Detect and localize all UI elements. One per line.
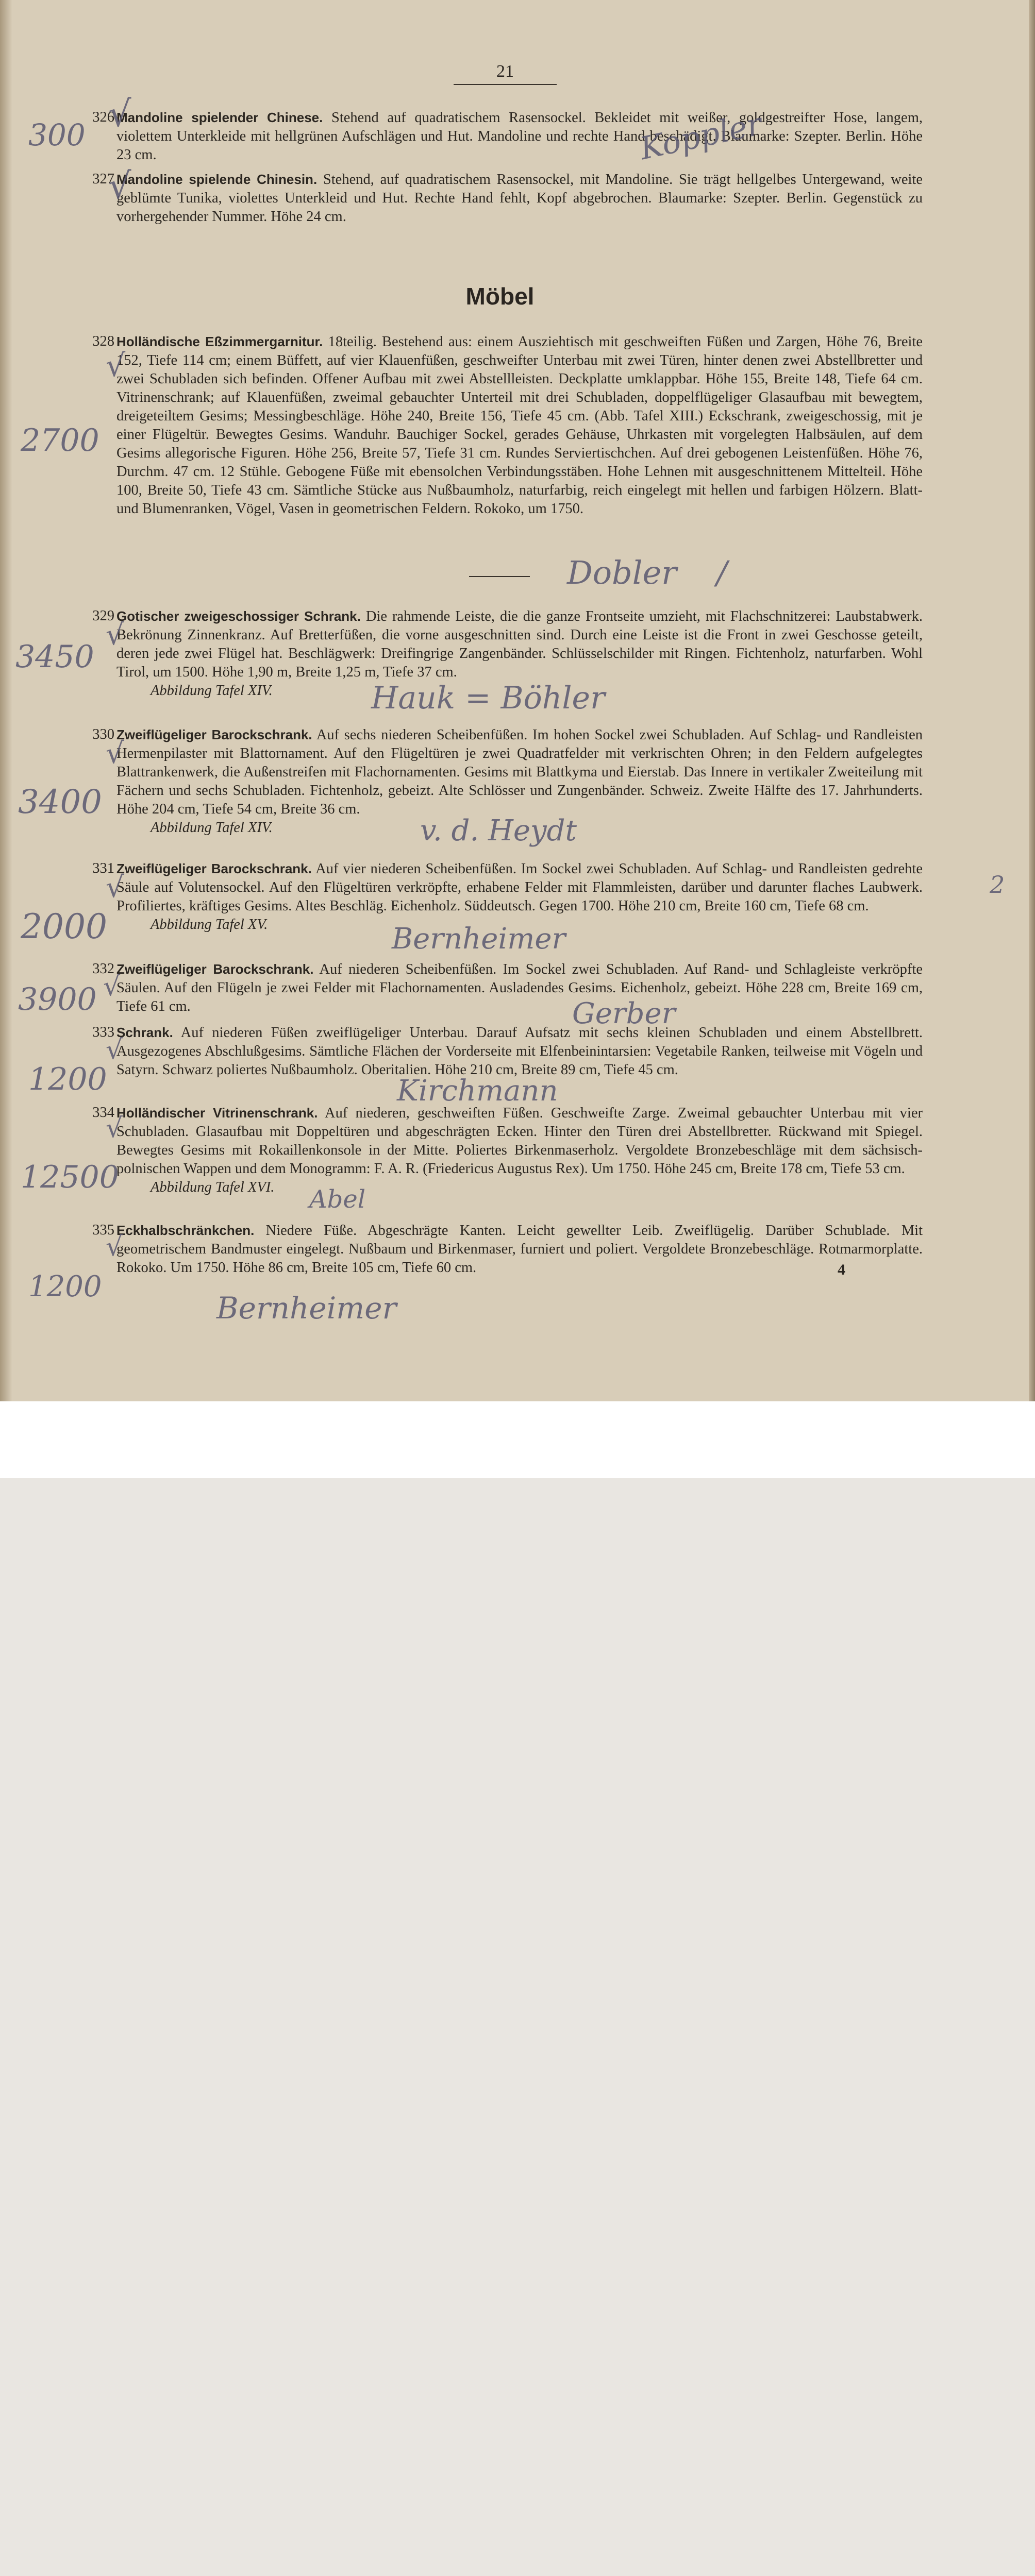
check-mark-icon: √ bbox=[106, 1035, 123, 1065]
section-heading: Möbel bbox=[465, 283, 535, 310]
handwritten-price: 1200 bbox=[28, 1061, 107, 1097]
check-mark-icon: √ bbox=[106, 618, 124, 652]
lot-title: Eckhalbschränkchen. bbox=[116, 1223, 255, 1238]
lot-number: 326 bbox=[92, 109, 114, 125]
lot-description: Auf sechs niederen Scheibenfüßen. Im hohen Sockel zwei Schubladen. Auf Schlag- und Randleisten Hermenpilaster mit Blattornament. Auf den Flügeltüren je zwei Quadratfelder mit verkrischten Ohren; in den Feldern aufgelegtes Blattrankenwerk, die Außenstreifen mit Flachornamenten. Gesims mit Blattkyma und Eierstab. Das Innere in vertikaler Zweiteilung mit Fächern und sechs Schubladen. Fichtenholz, gebeizt. Alte Schlösser und Zungenbänder. Schweiz. Zweite Hälfte des 17. Jahrhunderts. Höhe 204 cm, Tiefe 54 cm, Breite 36 cm. bbox=[116, 727, 923, 817]
check-mark-icon: √ bbox=[106, 1113, 123, 1144]
handwritten-buyer: Bernheimer bbox=[392, 922, 566, 956]
lot-number: 330 bbox=[92, 726, 114, 742]
lot-description: 18teilig. Bestehend aus: einem Ausziehtisch mit geschweiften Füßen und Zargen, Höhe 76, Breite 152, Tiefe 114 cm; einem Büffett, auf vier Klauenfüßen, geschweifter Unterbau mit zwei Türen, hinter denen zwei Abstellbretter und zwei Schubladen sich befinden. Offener Aufbau mit zwei Abstellleisten. Deckplatte umklappbar. Höhe 155, Breite 148, Tiefe 64 cm. Vitrinenschrank; auf Klauenfüßen, zweimal gebauchter Unterteil mit drei Schubladen, doppelflügeliger Glasaufbau mit bewegtem, dreigeteiltem Gesims; Messingbeschläge. Höhe 240, Breite 156, Tiefe 45 cm. (Abb. Tafel XIII.) Eckschrank, zweigeschossig, mit je einer Flügeltür. Bewegtes Gesims. Wanduhr. Bauchiger Sockel, gerades Gehäuse, Uhrkasten mit vorgelegten Halbsäulen, auf dem Gesims allegorische Figuren. Höhe 256, Breite 57, Tiefe 31 cm. Rundes Serviertischchen. Auf drei gebogenen Leistenfüßen. Höhe 76, Durchm. 47 cm. 12 Stühle. Gebogene Füße mit ebensolchen Verbindungsstäben. Hohe Lehnen mit ausgeschnittenem Mittelteil. Höhe 100, Breite 50, Tiefe 43 cm. Sämtliche Stücke aus Nußbaumholz, naturfarbig, reich eingelegt mit hellen und farbigen Hölzern. Blatt- und Blumenranken, Vögel, Vasen in geometrischen Feldern. Rokoko, um 1750. bbox=[116, 334, 923, 517]
handwritten-buyer: Gerber bbox=[572, 997, 676, 1030]
lot-description: Stehend auf quadratischem Rasensockel. Bekleidet mit weißer, goldgestreifter Hose, langem, violettem Unterkleide mit hellgrünen Aufschlägen und Hut. Mandoline und rechte Hand beschädigt. Blaumarke: Szepter. Berlin. Höhe 23 cm. bbox=[116, 110, 923, 163]
handwritten-price: 2700 bbox=[21, 422, 99, 459]
handwritten-price: 12500 bbox=[21, 1159, 119, 1195]
handwritten-buyer: Hauk = Böhler bbox=[371, 680, 605, 716]
lot-number: 327 bbox=[92, 171, 114, 187]
check-mark-icon: √ bbox=[108, 93, 131, 135]
lot-title: Mandoline spielende Chinesin. bbox=[116, 172, 318, 187]
check-mark-icon: √ bbox=[106, 737, 124, 770]
handwritten-price: 3900 bbox=[18, 981, 97, 1018]
lot-number: 334 bbox=[92, 1105, 114, 1121]
plate-reference: Abbildung Tafel XVI. bbox=[151, 1179, 275, 1195]
page-number: 21 bbox=[496, 62, 514, 81]
lot-description: Auf niederen Scheibenfüßen. Im Sockel zwei Schubladen. Auf Rand- und Schlagleiste verkröpfte Säulen. Auf den Flügeln je zwei Felder mit Flachornamenten. Ausladendes Gesims. Eichenholz, gebeizt. Höhe 228 cm, Breite 169 cm, Tiefe 61 cm. bbox=[116, 961, 923, 1014]
lot-number: 331 bbox=[92, 860, 114, 876]
section-separator bbox=[469, 576, 530, 577]
lot-title: Zweiflügeliger Barockschrank. bbox=[116, 961, 314, 977]
lot-number: 332 bbox=[92, 961, 114, 977]
lot-description: Niedere Füße. Abgeschrägte Kanten. Leicht gewellter Leib. Zweiflügelig. Darüber Schublade. Mit geometrischem Bandmuster eingelegt. Nußbaum und Birkenmaser, furniert und poliert. Vergoldete Bronzebeschläge. Rotmarmorplatte. Rokoko. Um 1750. Höhe 86 cm, Breite 105 cm, Tiefe 60 cm. bbox=[116, 1223, 923, 1276]
lot-description: Auf niederen Füßen zweiflügeliger Unterbau. Darauf Aufsatz mit sechs kleinen Schubladen und einem Abstellbrett. Ausgezogenes Abschlußgesims. Sämtliche Flächen der Vorderseite mit Elfenbeinintarsien: Vegetabile Ranken, teilweise mit Vögeln und Satyrn. Schwarz poliertes Nußbaumholz. Oberitalien. Höhe 210 cm, Breite 89 cm, Tiefe 45 cm. bbox=[116, 1025, 923, 1078]
handwritten-buyer: Abel bbox=[309, 1185, 366, 1214]
page-edge-shadow bbox=[1029, 0, 1035, 1401]
lot-title: Schrank. bbox=[116, 1025, 173, 1040]
handwritten-buyer: v. d. Heydt bbox=[420, 814, 577, 848]
handwritten-price: 2000 bbox=[21, 907, 107, 946]
plate-reference: Abbildung Tafel XV. bbox=[151, 917, 268, 933]
lot-description: Auf vier niederen Scheibenfüßen. Im Sockel zwei Schubladen. Auf Schlag- und Randleisten gedrehte Säule auf Volutensockel. Auf den Flügeltüren verkröpfte, erhabene Felder mit Flammleisten, darüber und darunter flaches Laubwerk. Profiliertes, kräftiges Gesims. Altes Beschläg. Eichenholz. Süddeutsch. Gegen 1700. Höhe 210 cm, Breite 160 cm, Tiefe 68 cm. bbox=[116, 861, 923, 914]
page-number-rule bbox=[454, 84, 557, 85]
lot-title: Holländischer Vitrinenschrank. bbox=[116, 1105, 318, 1121]
handwritten-price: 1200 bbox=[28, 1270, 102, 1303]
lot-title: Zweiflügeliger Barockschrank. bbox=[116, 861, 312, 876]
check-mark-icon: √ bbox=[106, 348, 126, 384]
plate-reference: Abbildung Tafel XIV. bbox=[151, 820, 273, 836]
page-spine-shadow bbox=[0, 0, 12, 1401]
signature-mark: 4 bbox=[838, 1261, 845, 1278]
plate-reference: Abbildung Tafel XIV. bbox=[151, 683, 273, 699]
lot-title: Zweiflügeliger Barockschrank. bbox=[116, 727, 312, 742]
handwritten-margin-mark: 2 bbox=[990, 871, 1005, 899]
check-mark-icon: √ bbox=[106, 871, 124, 904]
lot-title: Mandoline spielender Chinese. bbox=[116, 110, 323, 125]
lot-description: Auf niederen, geschweiften Füßen. Geschweifte Zarge. Zweimal gebauchter Unterbau mit vier Schubladen. Glasaufbau mit Doppeltüren und abgeschrägten Ecken. Hinter den Türen drei Abstellbretter. Rückwand mit Spiegel. Bewegtes Gesims mit Rokaillenkonsole in der Mitte. Poliertes Birkenmaserholz. Vergoldete Bronzebeschläge mit dem sächsisch-polnischen Wappen und dem Monogramm: F. A. R. (Friedericus Augustus Rex). Um 1750. Höhe 245 cm, Breite 178 cm, Tiefe 53 cm. bbox=[116, 1105, 923, 1177]
handwritten-price: 3450 bbox=[15, 639, 94, 675]
handwritten-price: 300 bbox=[28, 117, 86, 152]
lot-number: 329 bbox=[92, 608, 114, 624]
handwritten-price: 3400 bbox=[18, 783, 102, 821]
lot-title: Gotischer zweigeschossiger Schrank. bbox=[116, 608, 361, 624]
check-mark-icon: √ bbox=[106, 1231, 123, 1262]
lot-number: 328 bbox=[92, 333, 114, 349]
lot-title: Holländische Eßzimmergarnitur. bbox=[116, 334, 323, 349]
handwritten-buyer: Bernheimer bbox=[216, 1291, 397, 1326]
lot-description: Die rahmende Leiste, die die ganze Frontseite umzieht, mit Flachschnitzerei: Laubstabwerk. Bekrönung Zinnenkranz. Auf Bretterfüßen, die vorne ausgeschnitten sind. Durch eine Leiste ist die Front in zwei Geschosse geteilt, deren jede zwei Flügel hat. Beschlägwerk: Dreifingrige Zangenbänder. Schlüsselschilder mit Ringen. Fichtenholz, naturfarben. Wohl Tirol, um 1500. Höhe 1,90 m, Breite 1,25 m, Tiefe 37 cm. bbox=[116, 608, 923, 680]
handwritten-buyer: Koppler bbox=[637, 106, 765, 167]
check-mark-icon: √ bbox=[103, 971, 121, 1002]
check-mark-icon: √ bbox=[108, 165, 131, 207]
handwritten-slash: / bbox=[716, 554, 727, 591]
lot-number: 333 bbox=[92, 1024, 114, 1040]
handwritten-buyer: Kirchmann bbox=[397, 1074, 558, 1108]
handwritten-buyer: Dobler bbox=[567, 554, 677, 591]
lot-number: 335 bbox=[92, 1222, 114, 1238]
digitization-footer bbox=[0, 1401, 1035, 1478]
lot-description: Stehend, auf quadratischem Rasensockel, mit Mandoline. Sie trägt hellgelbes Untergewand, weite geblümte Tunika, violettes Unterkleid und Hut. Rechte Hand fehlt, Kopf abgebrochen. Blaumarke: Szepter. Berlin. Gegenstück zu vorhergehender Nummer. Höhe 24 cm. bbox=[116, 172, 923, 225]
